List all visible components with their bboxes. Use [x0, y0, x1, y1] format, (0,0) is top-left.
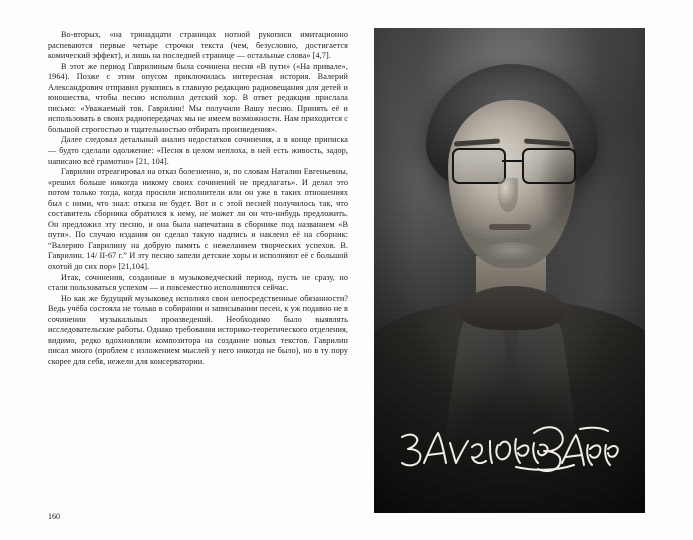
paragraph-4: Гаврилин отреагировал на отказ болезненно, и, по словам Наталии Евгеньевны, «решил больше никогда никому своих сочинений не предлагать». И делал это потом только тогда, когда просили исполнители или он уже в таких отношениях был с ними, что знал: отказа не будет. Вот и с этой песней получилось так, что составитель сборника обратился к нему, не может ли он что-нибудь предложить. Он предложил эту песню, и она была напечатана в сборнике под названием «В пути». По случаю издания он сделал такую надпись и наклеил её на сборник: “Валерию Гаврилину на добрую память с нежеланием творческих успехов. В. Гаврилин. 14/ II-67 г.” И эту песню запели детские хоры и исполняют её с большой охотой до сих пор» [21,104]. [48, 167, 348, 272]
body-text-column [48, 30, 348, 368]
portrait-photograph [374, 28, 645, 513]
page-number: 160 [48, 512, 60, 521]
paragraph-2: В этот же период Гаврилиным была сочинена песня «В пути» («На привале», 1964). Позже с этим опусом приключилась интересная история. Валерий Александрович отправил рукопись в главную редакцию радиовещания для детей и юношества, чтобы песню исполнил детский хор. В ответ редакция прислала письмо: «Уважаемый тов. Гаврилин! Мы получили Вашу песню. Принять её и использовать в своих радиопередачах мы не имеем возможности. Нам приходится с большой строгостью и тщательностью отбирать произведения». [48, 61, 348, 134]
paragraph-3: Далее следовал детальный анализ недостатков сочинения, а в конце приписка — будто сделали одолжение: «Песня в целом неплоха, в ней есть живость, задор, написано всё грамотно» [21, 104]. [48, 135, 348, 166]
paragraph-6: Но как же будущий музыковед исполнял свои непосредственные обязанности? Ведь учёба состояла не только в собирании и записывании песен, к уж подавно не в сочинении музыкальных произведений. Необходимо было выявлять исследовательские работы. Однако требования историко-теоретического отделения, видимо, редко вдохновляли композитора на создание новых текстов. Гаврилин писал много (проблем с изложением мыслей у него никогда не было), но в ту пору скорее для себя, нежели для консерватории. [48, 293, 348, 366]
paragraph-5: Итак, сочинения, созданные в музыковедческий период, пусть не сразу, но стали пользоваться успехом — и повсеместно исполняются сейчас. [48, 272, 348, 293]
handwritten-signature [394, 419, 624, 489]
paragraph-1: Во-вторых, «на тринадцати страницах нотной рукописи имитационно распеваются первые четыре строчки текста (чем, безусловно, достигается комический эффект), и лишь на последней странице — остальные слова» [4,7]. [48, 30, 348, 61]
